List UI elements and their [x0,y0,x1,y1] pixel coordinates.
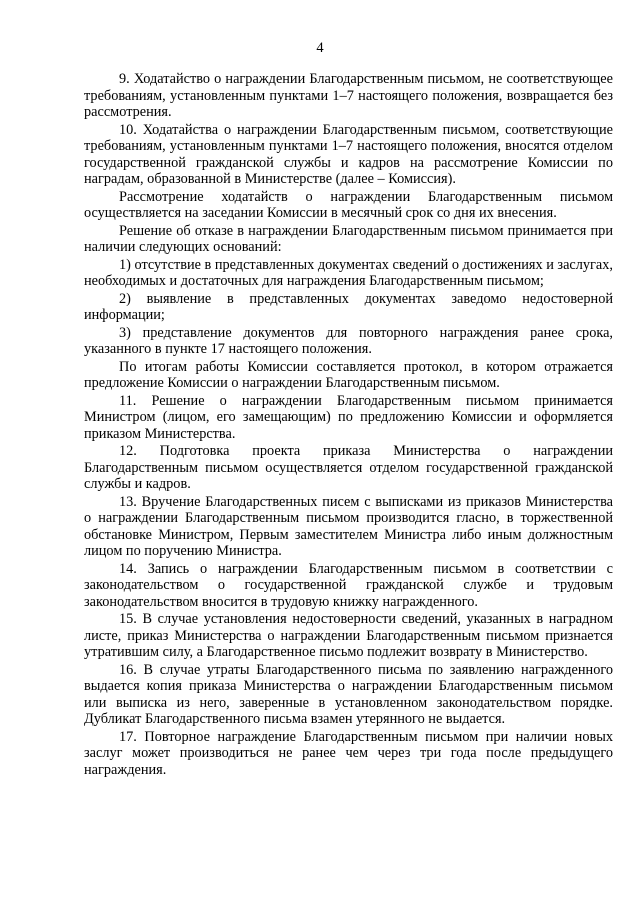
paragraph-commission-protocol: По итогам работы Комиссии составляется протокол, в котором отражается предложение Комиссии о награждении Благодарственным письмом. [84,358,613,391]
paragraph-ground-2: 2) выявление в представленных документах заведомо недостоверной информации; [84,290,613,323]
paragraph-ground-3: 3) представление документов для повторного награждения ранее срока, указанного в пункте 17 настоящего положения. [84,324,613,357]
paragraph-refusal-grounds: Решение об отказе в награждении Благодарственным письмом принимается при наличии следующих оснований: [84,222,613,255]
paragraph-item-10: 10. Ходатайства о награждении Благодарственным письмом, соответствующие требованиям, установленным пунктами 1–7 настоящего положения, вносятся отделом государственной гражданской службы и кадров на рассмотрение Комиссии по наградам, образованной в Министерстве (далее – Комиссия). [84,121,613,187]
paragraph-review-procedure: Рассмотрение ходатайств о награждении Благодарственным письмом осуществляется на заседании Комиссии в месячный срок со дня их внесения. [84,188,613,221]
document-body [84,71,613,779]
paragraph-item-9: 9. Ходатайство о награждении Благодарственным письмом, не соответствующее требованиям, установленным пунктами 1–7 настоящего положения, возвращается без рассмотрения. [84,71,613,120]
paragraph-item-17: 17. Повторное награждение Благодарственным письмом при наличии новых заслуг может производиться не ранее чем через три года после предыдущего награждения. [84,728,613,778]
paragraph-item-16: 16. В случае утраты Благодарственного письма по заявлению награжденного выдается копия приказа Министерства о награждении Благодарственным письмом или выписка из него, заверенные в установленном законодательством порядке. Дубликат Благодарственного письма взамен утерянного не выдается. [84,661,613,727]
paragraph-ground-1: 1) отсутствие в представленных документах сведений о достижениях и заслугах, необходимых и достаточных для награждения Благодарственным письмом; [84,256,613,289]
page-number: 4 [316,40,324,56]
paragraph-item-13: 13. Вручение Благодарственных писем с выписками из приказов Министерства о награждении Благодарственным письмом производится гласно, в торжественной обстановке Министром, Первым заместителем Министра либо иным должностным лицом по поручению Министра. [84,493,613,559]
paragraph-item-11: 11. Решение о награждении Благодарственным письмом принимается Министром (лицом, его замещающим) по предложению Комиссии и оформляется приказом Министерства. [84,392,613,442]
paragraph-item-14: 14. Запись о награждении Благодарственным письмом в соответствии с законодательством о государственной гражданской службе и трудовым законодательством вносится в трудовую книжку награжденного. [84,560,613,610]
paragraph-item-15: 15. В случае установления недостоверности сведений, указанных в наградном листе, приказ Министерства о награждении Благодарственным письмом признается утратившим силу, а Благодарственное письмо подлежит возврату в Министерство. [84,611,613,660]
paragraph-item-12: 12. Подготовка проекта приказа Министерства о награждении Благодарственным письмом осуществляется отделом государственной гражданской службы и кадров. [84,443,613,492]
